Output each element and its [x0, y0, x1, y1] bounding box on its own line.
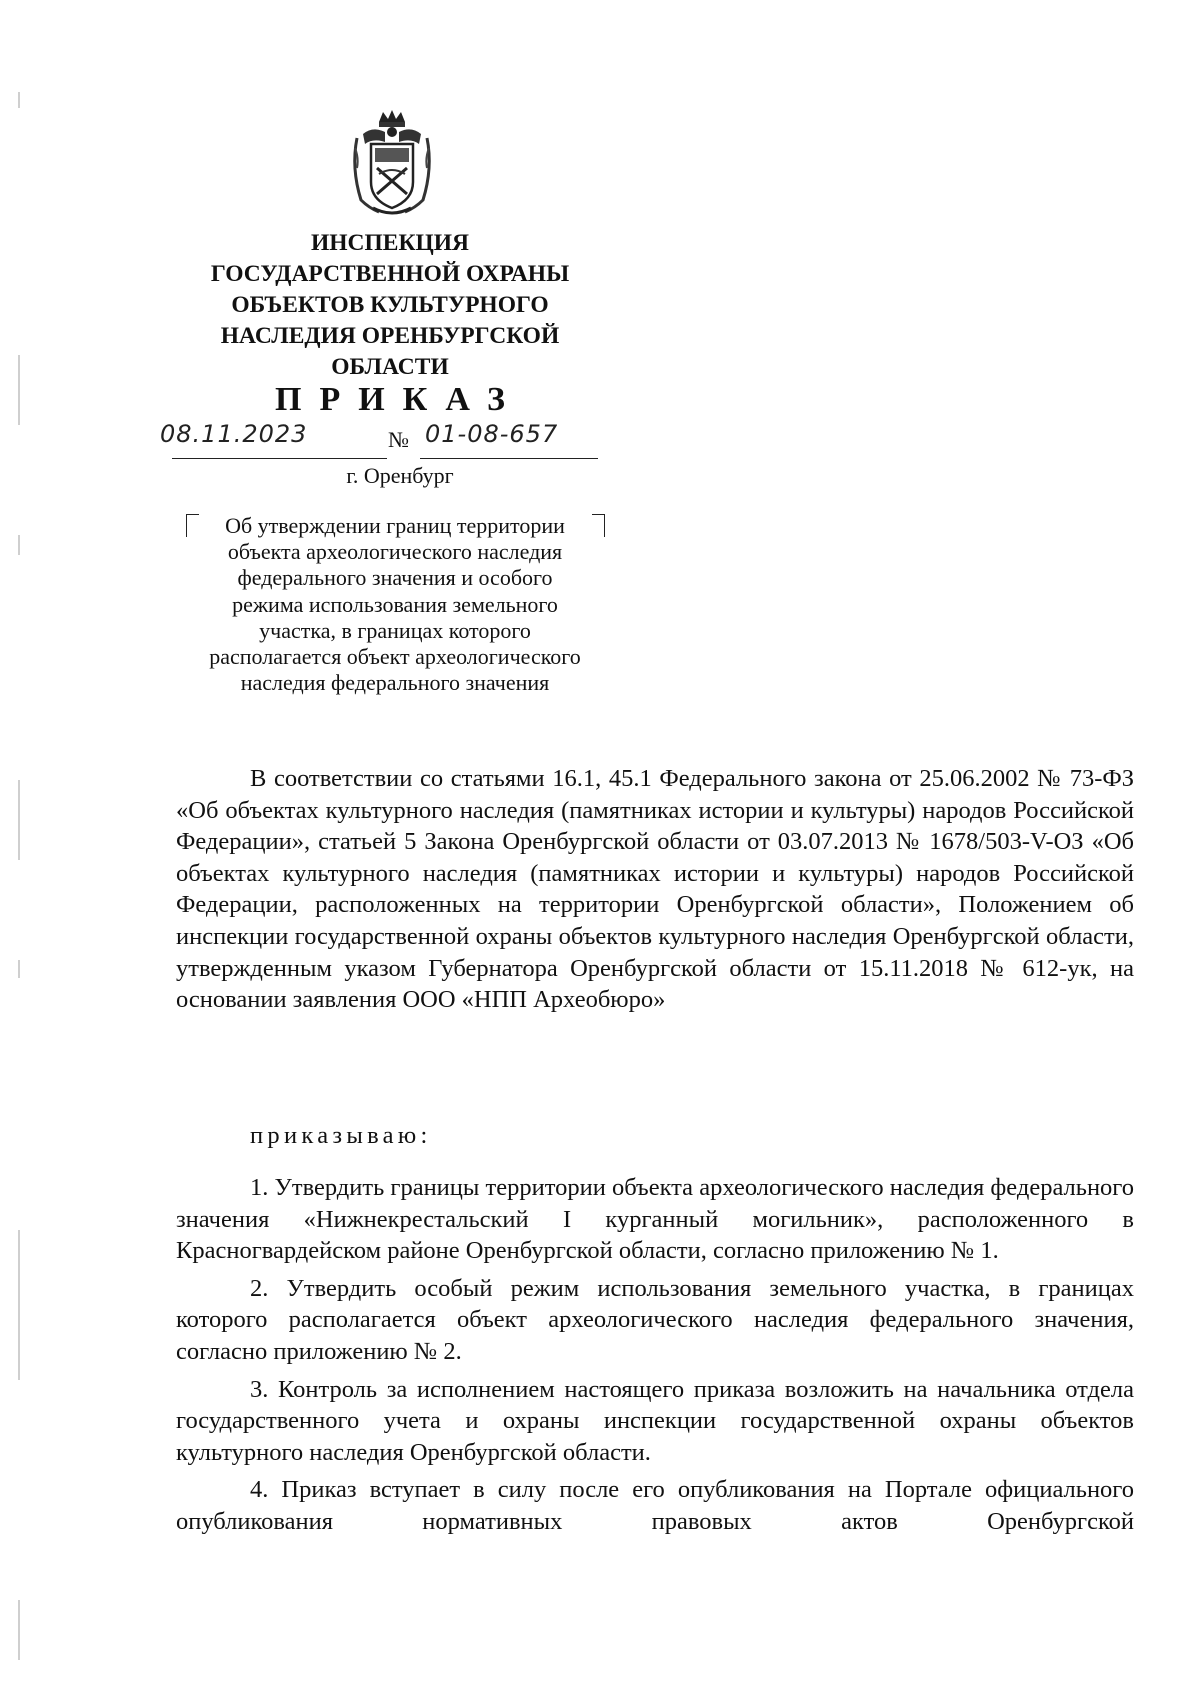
order-item: 4. Приказ вступает в силу после его опубликования на Портале официального опубликования нормативных правовых актов Оренбургской — [176, 1476, 1134, 1535]
scan-artifact — [18, 535, 20, 555]
subject-line: наследия федерального значения — [240, 670, 550, 696]
org-line: ИНСПЕКЦИЯ — [310, 230, 470, 256]
preamble-text: В соответствии со статьями 16.1, 45.1 Федерального закона от 25.06.2002 № 73-ФЗ «Об объектах культурного наследия (памятниках истории и культуры) народов Российской Федерации», статьей 5 Закона Оренбургской области от 03.07.2013 № 1678/503-V-ОЗ «Об объектах культурного наследия (памятниках истории и культуры) народов Российской Федерации, расположенных на территории Оренбургской области», Положением об инспекции государственной охраны объектов культурного наследия Оренбургской области, утвержденным указом Губернатора Оренбургской области от 15.11.2018 № 612-ук, на основании заявления ООО «НПП Археобюро» — [176, 765, 1134, 1014]
city-name: г. Оренбург — [346, 463, 454, 488]
order-word: приказываю: — [250, 1122, 432, 1149]
subject-line: располагается объект археологического — [209, 644, 581, 670]
preamble-paragraph — [176, 763, 1134, 1016]
order-item: 2. Утвердить особый режим использования земельного участка, в границах которого располагается объект археологического наследия федерального значения, согласно приложению № 2. — [176, 1274, 1134, 1365]
org-line: ГОСУДАРСТВЕННОЙ ОХРАНЫ — [210, 261, 570, 287]
scan-artifact — [18, 960, 20, 978]
order-subject — [185, 513, 605, 696]
org-line: НАСЛЕДИЯ ОРЕНБУРГСКОЙ — [220, 323, 560, 349]
number-sign: № — [388, 427, 409, 452]
handwritten-date: 08.11.2023 — [160, 420, 308, 448]
scan-artifact — [18, 1600, 20, 1660]
order-items — [176, 1172, 1134, 1544]
number-underline — [420, 458, 598, 459]
coat-of-arms-icon — [349, 108, 435, 216]
subject-line: участка, в границах которого — [259, 617, 531, 643]
scan-artifact — [18, 780, 20, 860]
order-item: 3. Контроль за исполнением настоящего приказа возложить на начальника отдела государственного учета и охраны инспекции государственной охраны объектов культурного наследия Оренбургской области. — [176, 1375, 1134, 1466]
subject-line: объекта археологического наследия — [227, 539, 563, 565]
subject-line: режима использования земельного — [232, 591, 558, 617]
document-type-title: ПРИКАЗ — [275, 381, 523, 418]
subject-line: федерального значения и особого — [237, 565, 553, 591]
order-item: 1. Утвердить границы территории объекта археологического наследия федерального значения «Нижнекрестальский I курганный могильник», расположенного в Красногвардейском районе Оренбургской области, согласно приложению № 1. — [176, 1174, 1134, 1265]
scan-artifact — [18, 1230, 20, 1380]
org-line: ОБЪЕКТОВ КУЛЬТУРНОГО — [231, 292, 549, 318]
date-underline — [172, 458, 387, 459]
scan-artifact — [18, 355, 20, 425]
subject-line: Об утверждении границ территории — [225, 513, 565, 538]
scan-artifact — [18, 92, 20, 108]
org-line: ОБЛАСТИ — [331, 354, 449, 380]
organization-name — [150, 228, 630, 383]
handwritten-number: 01-08-657 — [425, 420, 559, 448]
